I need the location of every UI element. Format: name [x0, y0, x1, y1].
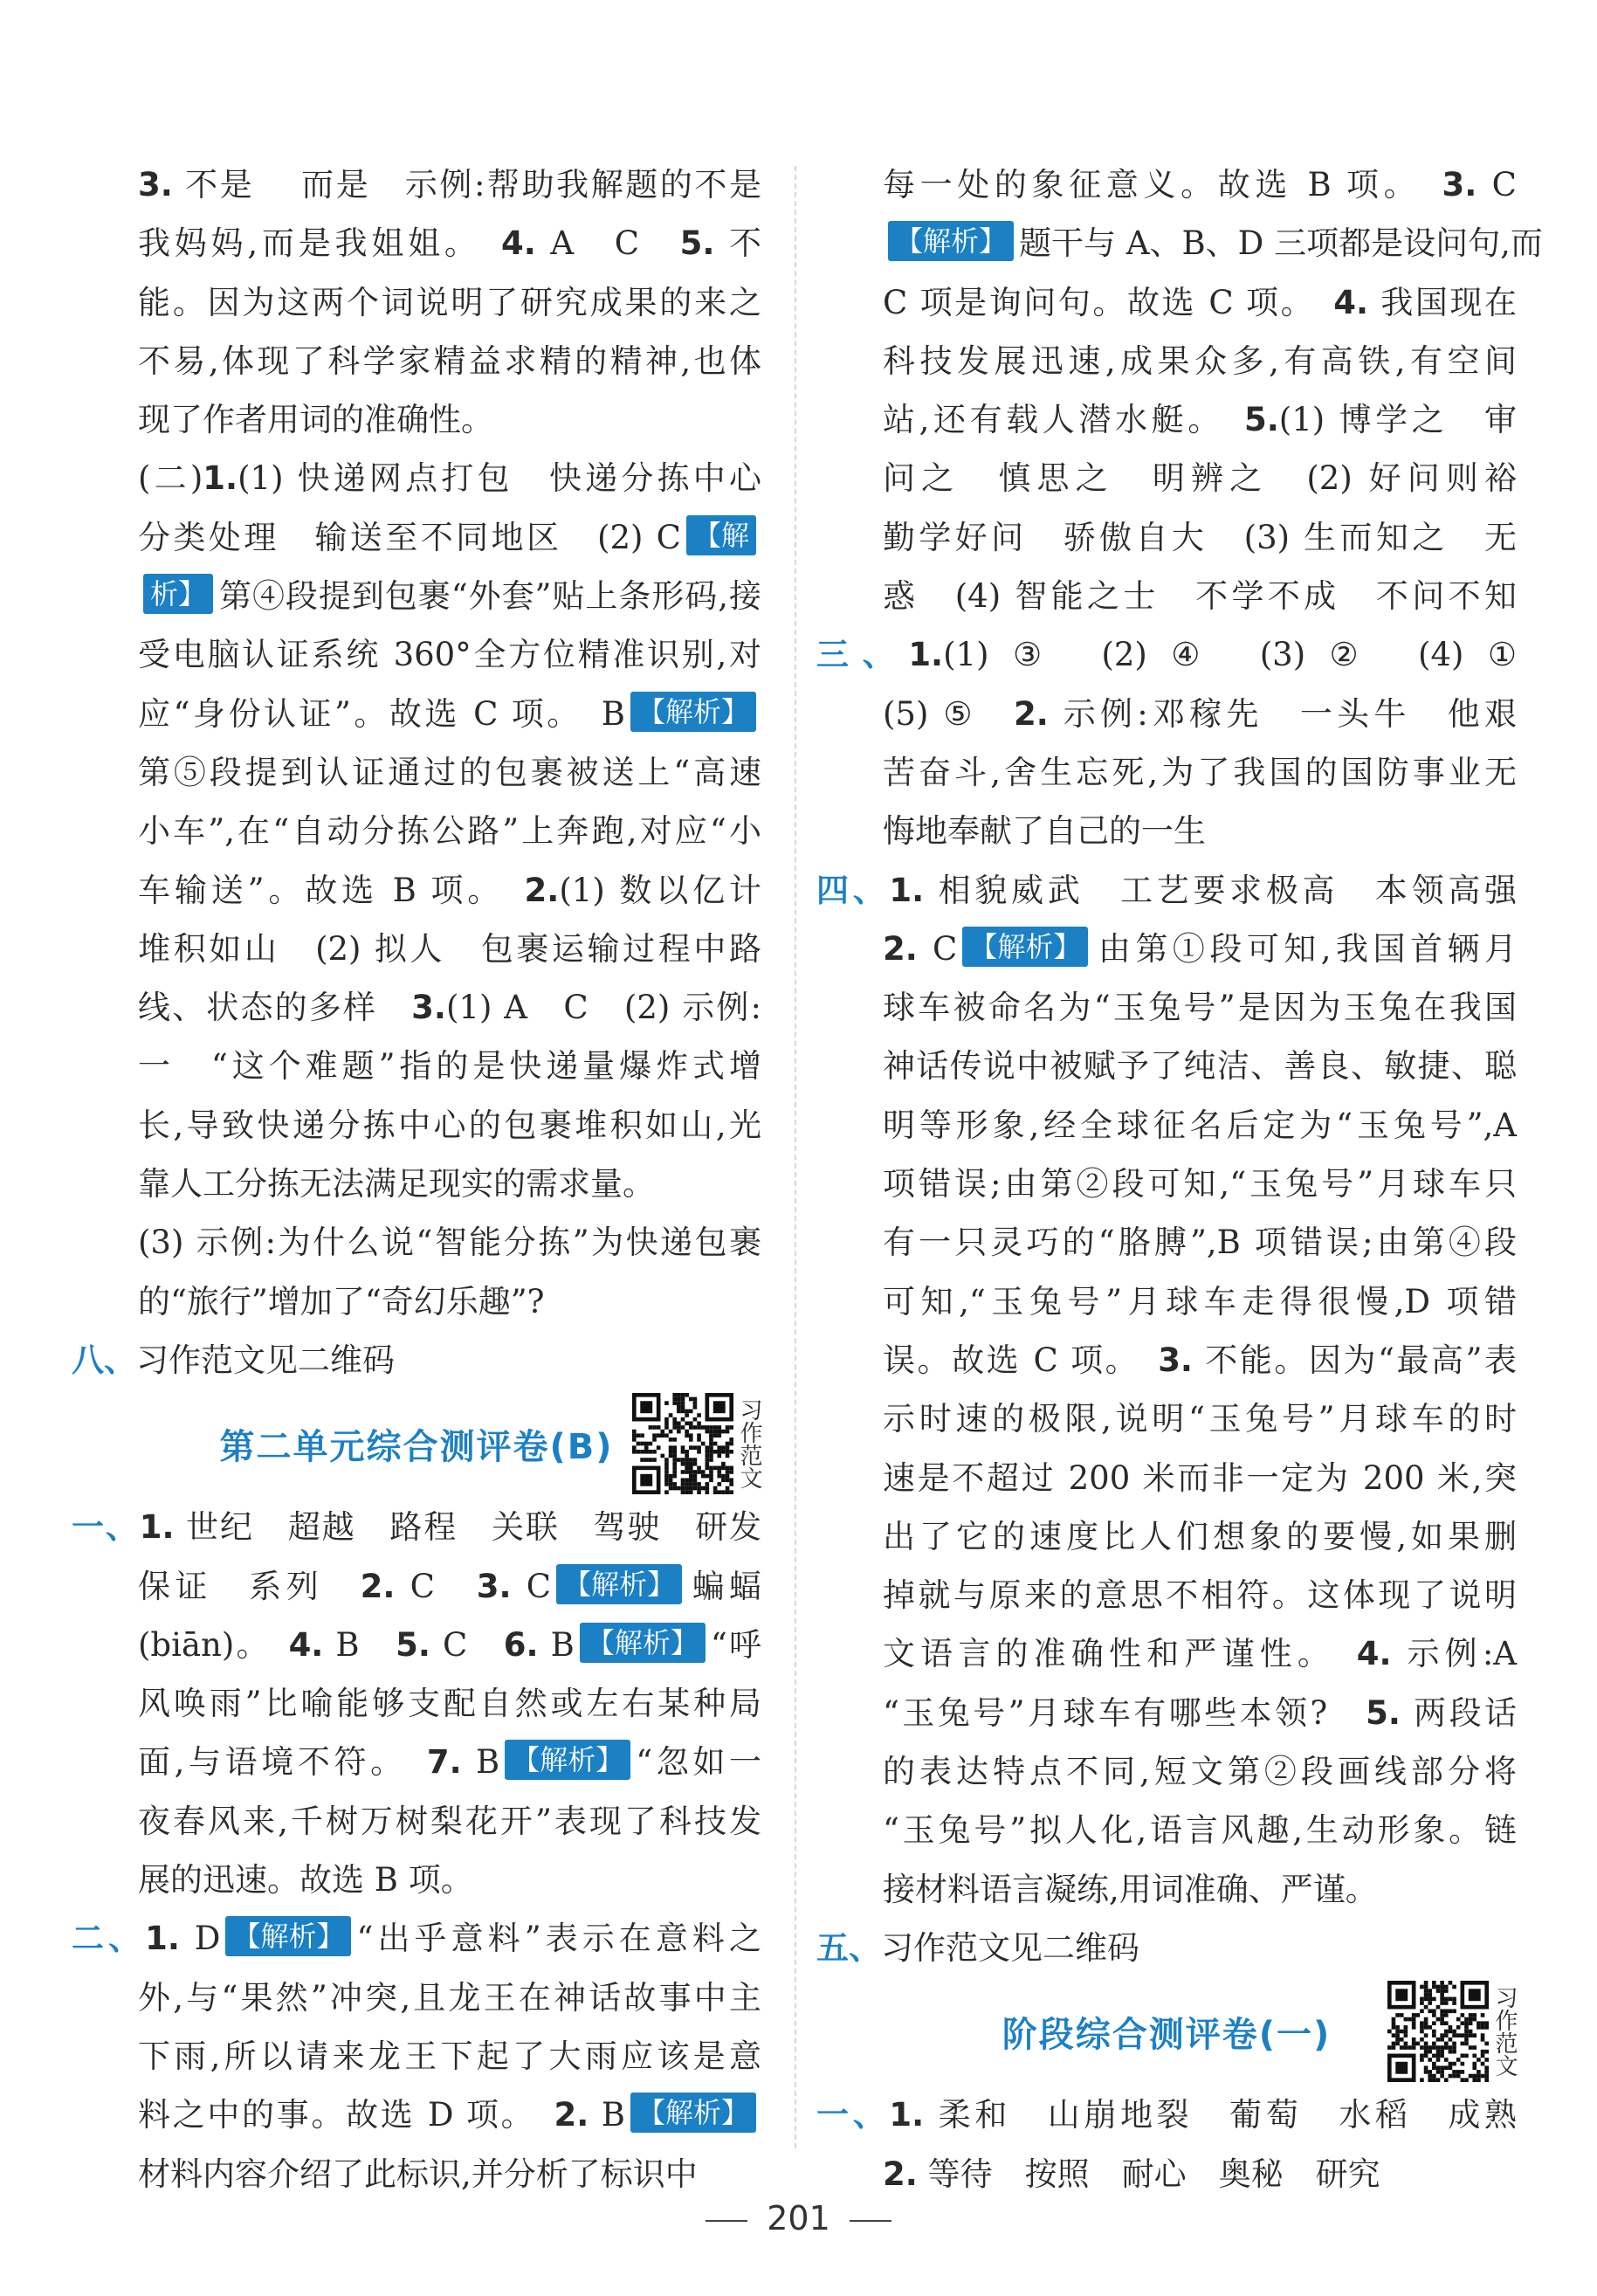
- answer-text: 保证 系列: [138, 1567, 361, 1605]
- answer-text: “呼: [710, 1625, 762, 1664]
- answer-text: 一 “这个难题”指的是快递量爆炸式增: [138, 1047, 761, 1086]
- answer-text: 受电脑认证系统 360°全方位精准识别,对: [138, 636, 761, 674]
- question-number: 6.: [503, 1625, 539, 1664]
- text-line: [72, 1733, 761, 1791]
- answer-text: C: [511, 1567, 552, 1605]
- question-number: 5.: [396, 1625, 430, 1664]
- answer-text: 不是 而是 示例:帮助我解题的不是: [172, 166, 761, 203]
- text-line: [72, 2086, 761, 2144]
- answer-text: B: [589, 2096, 625, 2134]
- analysis-tag: 【解: [686, 515, 756, 555]
- page-number-footer: [0, 2199, 1597, 2237]
- question-number: 1.: [908, 636, 944, 674]
- part-number: 二、: [72, 1919, 146, 1958]
- answer-text: C: [430, 1625, 504, 1664]
- text-line: [816, 1096, 1517, 1155]
- part-number: 三、: [816, 635, 909, 674]
- answer-text: 世纪 超越 路程 关联 驾驶 研发: [174, 1508, 762, 1547]
- text-line: [816, 920, 1517, 978]
- text-line: [816, 1801, 1517, 1859]
- question-number: 4.: [1356, 1635, 1392, 1673]
- question-number: 1.: [889, 871, 925, 909]
- qr-code-icon: [1387, 1981, 1489, 2082]
- answer-text: 相貌威武 工艺要求极高 本领高强: [924, 871, 1518, 909]
- text-line: [72, 1331, 761, 1389]
- text-line: [816, 214, 1543, 272]
- question-number: 3.: [138, 166, 173, 203]
- qr-code-icon: [632, 1393, 733, 1494]
- text-line: [816, 743, 1517, 802]
- answer-text: 不能。因为“最高”表: [1193, 1341, 1517, 1379]
- answer-text: “玉兔号”月球车有哪些本领?: [883, 1693, 1366, 1732]
- part-number: 四、: [816, 870, 890, 909]
- answer-text: 我妈妈,而是我姐姐。: [138, 224, 502, 263]
- text-line: [816, 508, 1517, 567]
- text-line: [72, 332, 761, 390]
- answer-text: 车输送”。故选 B 项。: [138, 871, 525, 909]
- text-line: [816, 1624, 1517, 1683]
- text-line: [816, 390, 1517, 449]
- text-line: [816, 1272, 1517, 1331]
- answer-text: 示例:邓稼先 一头牛 他艰: [1048, 694, 1518, 733]
- analysis-tag: 【解析】: [962, 927, 1088, 967]
- text-line: [72, 1155, 761, 1213]
- answer-text: 速是不超过 200 米而非一定为 200 米,突: [883, 1458, 1517, 1497]
- text-line: [72, 978, 761, 1037]
- analysis-tag: 【解析】: [505, 1740, 630, 1780]
- answer-text: 料之中的事。故选 D 项。: [138, 2096, 554, 2134]
- text-line: [72, 2145, 761, 2203]
- text-line: [816, 1566, 1517, 1624]
- question-number: 2.: [524, 871, 560, 909]
- question-number: 7.: [426, 1743, 462, 1782]
- right-column: [816, 155, 1543, 2203]
- answer-text: 勤学好问 骄傲自大 (3) 生而知之 无: [883, 518, 1517, 556]
- text-line: [72, 155, 761, 214]
- question-number: 3.: [476, 1567, 512, 1605]
- answer-text: 明等形象,经全球征名后定为“玉兔号”,A: [883, 1106, 1517, 1144]
- text-line: [816, 449, 1517, 507]
- answer-text: 等待 按照 耐心 奥秘 研究: [917, 2155, 1380, 2193]
- qr-code-block[interactable]: [1387, 1981, 1517, 2082]
- text-line: [816, 332, 1517, 390]
- text-line: [816, 978, 1517, 1037]
- text-line: [816, 1331, 1517, 1389]
- text-line: [816, 2086, 1517, 2144]
- answer-text: (1) 快递网点打包 快递分拣中心: [237, 459, 762, 498]
- text-line: [816, 861, 1517, 920]
- analysis-tag: 析】: [143, 574, 213, 614]
- text-line: [72, 273, 761, 332]
- text-line: [72, 1909, 761, 1968]
- text-line: [72, 1096, 761, 1155]
- answer-text: 我国现在: [1368, 283, 1518, 321]
- answer-text: 出了它的速度比人们想象的要慢,如果删: [883, 1517, 1517, 1555]
- text-line: [72, 1498, 761, 1556]
- text-line: [816, 567, 1517, 625]
- answer-text: 题干与 A、B、D 三项都是设问句,而: [1019, 224, 1543, 263]
- answer-text: 分类处理 输送至不同地区 (2) C: [138, 518, 681, 556]
- answer-text: 习作范文见二维码: [881, 1928, 1139, 1967]
- text-line: [72, 508, 761, 567]
- text-line: [816, 1037, 1517, 1095]
- answer-text: 能。因为这两个词说明了研究成果的来之: [138, 283, 761, 321]
- text-line: [72, 567, 761, 625]
- answer-text: 有一只灵巧的“胳膊”,B 项错误;由第④段: [883, 1224, 1517, 1262]
- answer-text: 项错误;由第②段可知,“玉兔号”月球车只: [883, 1165, 1517, 1203]
- question-number: 2.: [360, 1567, 396, 1605]
- answer-text: 问之 慎思之 明辨之 (2) 好问则裕: [883, 459, 1517, 498]
- qr-code-block[interactable]: [632, 1393, 761, 1494]
- part-number: 一、: [72, 1507, 140, 1547]
- text-line: [816, 1155, 1517, 1213]
- text-line: [72, 1272, 761, 1331]
- text-line: [72, 1792, 761, 1851]
- answer-text: 不易,体现了科学家精益求精的精神,也体: [138, 341, 761, 380]
- answer-text: 外,与“果然”冲突,且龙王在神话故事中主: [138, 1978, 761, 2017]
- answer-text: 堆积如山 (2) 拟人 包裹运输过程中路: [138, 929, 761, 968]
- answer-text: 惑 (4) 智能之士 不学不成 不问不知: [883, 577, 1517, 616]
- text-line: [816, 1389, 1517, 1448]
- text-line: [72, 449, 761, 507]
- answer-text: (二): [138, 459, 203, 498]
- question-number: 5.: [679, 224, 715, 263]
- answer-text: 下雨,所以请来龙王下起了大雨应该是意: [138, 2037, 761, 2075]
- section-heading: [816, 1977, 1517, 2086]
- section-title: 阶段综合测评卷(一): [1002, 2014, 1332, 2055]
- question-number: 2.: [1014, 694, 1049, 733]
- question-number: 5.: [1366, 1693, 1401, 1732]
- text-line: [72, 1968, 761, 2027]
- qr-caption: 习作范文: [736, 1398, 762, 1490]
- analysis-tag: 【解析】: [888, 221, 1014, 261]
- section-heading: [72, 1389, 761, 1498]
- answer-text: 长,导致快递分拣中心的包裹堆积如山,光: [138, 1106, 761, 1144]
- analysis-tag: 【解析】: [580, 1623, 706, 1663]
- question-number: 1.: [889, 2096, 925, 2134]
- text-line: [72, 920, 761, 978]
- answer-text: (1) 博学之 审: [1278, 401, 1517, 439]
- question-number: 5.: [1243, 401, 1279, 439]
- answer-text: 小车”,在“自动分拣公路”上奔跑,对应“小: [138, 812, 761, 851]
- analysis-tag: 【解析】: [630, 692, 756, 732]
- answer-text: 线、状态的多样: [138, 989, 412, 1027]
- text-line: [72, 2027, 761, 2086]
- text-line: [816, 625, 1517, 684]
- text-line: [72, 1616, 761, 1674]
- answer-text: 不: [714, 224, 761, 263]
- left-column: [72, 155, 761, 2203]
- answer-text: 习作范文见二维码: [136, 1341, 395, 1379]
- text-line: [72, 390, 761, 449]
- answer-text: C: [395, 1567, 477, 1605]
- answer-text: 两段话: [1400, 1693, 1518, 1732]
- question-number: 4.: [1333, 283, 1369, 321]
- question-number: 2.: [883, 929, 918, 968]
- question-number: 1.: [203, 459, 238, 498]
- answer-text: C: [1477, 166, 1517, 203]
- answer-text: 示例:A: [1391, 1635, 1518, 1673]
- analysis-tag: 【解析】: [556, 1564, 682, 1604]
- answer-text: 文语言的准确性和严谨性。: [883, 1635, 1357, 1673]
- answer-text: 科技发展迅速,成果众多,有高铁,有空间: [883, 341, 1517, 380]
- text-line: [72, 1037, 761, 1095]
- text-line: [816, 2145, 1517, 2203]
- answer-text: C 项是询问句。故选 C 项。: [883, 283, 1334, 321]
- text-line: [816, 1507, 1517, 1566]
- text-line: [72, 625, 761, 684]
- answer-text: (1) 数以亿计: [559, 871, 761, 909]
- answer-text: 应“身份认证”。故选 C 项。 B: [138, 694, 625, 733]
- analysis-tag: 【解析】: [225, 1916, 351, 1956]
- question-number: 3.: [1158, 1341, 1193, 1379]
- question-number: 3.: [1442, 166, 1477, 203]
- answer-text: A C: [535, 224, 680, 263]
- text-line: [816, 1860, 1517, 1919]
- answer-text: 接材料语言凝练,用词准确、严谨。: [883, 1870, 1378, 1908]
- answer-text: 掉就与原来的意思不相符。这体现了说明: [883, 1576, 1517, 1615]
- answer-text: 第⑤段提到认证通过的包裹被送上“高速: [138, 753, 761, 791]
- answer-text: B: [323, 1625, 396, 1664]
- answer-text: 误。故选 C 项。: [883, 1341, 1159, 1379]
- footer-dash-left: [706, 2220, 747, 2222]
- text-line: [816, 155, 1517, 214]
- answer-text: (3) 示例:为什么说“智能分拣”为快递包裹: [138, 1224, 761, 1262]
- part-number: 一、: [816, 2095, 890, 2134]
- text-line: [72, 1557, 761, 1616]
- question-number: 2.: [883, 2155, 918, 2193]
- text-line: [816, 802, 1517, 860]
- answer-text: 每一处的象征意义。故选 B 项。: [883, 166, 1442, 203]
- text-line: [72, 1851, 761, 1909]
- qr-caption: 习作范文: [1491, 1986, 1518, 2078]
- text-line: [816, 1684, 1517, 1742]
- answer-text: 神话传说中被赋予了纯洁、善良、敏捷、聪: [883, 1047, 1517, 1086]
- page-number: 201: [767, 2199, 830, 2237]
- text-line: [72, 685, 761, 743]
- answer-text: 悔地奉献了自己的一生: [883, 812, 1206, 851]
- answer-text: B: [461, 1743, 500, 1782]
- answer-text: 站,还有载人潜水艇。: [883, 401, 1244, 439]
- question-number: 3.: [411, 989, 446, 1027]
- question-number: 1.: [145, 1920, 180, 1958]
- text-line: [816, 1449, 1517, 1507]
- answer-text: 面,与语境不符。: [138, 1743, 427, 1782]
- text-line: [816, 1742, 1517, 1801]
- answer-text: 材料内容介绍了此标识,并分析了标识中: [138, 2155, 698, 2193]
- answer-text: B: [538, 1625, 575, 1664]
- answer-text: 夜春风来,千树万树梨花开”表现了科技发: [138, 1802, 761, 1840]
- answer-text: 球车被命名为“玉兔号”是因为玉兔在我国: [883, 989, 1517, 1027]
- section-title: 第二单元综合测评卷(B): [219, 1426, 614, 1467]
- answer-text: “玉兔号”拟人化,语言风趣,生动形象。链: [883, 1811, 1517, 1850]
- footer-dash-right: [850, 2220, 891, 2222]
- answer-text: D: [179, 1920, 221, 1958]
- question-number: 1.: [139, 1508, 175, 1547]
- answer-text: 的“旅行”增加了“奇幻乐趣”?: [138, 1282, 545, 1320]
- answer-text: 第④段提到包裹“外套”贴上条形码,接: [218, 577, 761, 616]
- answer-text: 蝙蝠: [687, 1567, 762, 1605]
- column-divider: [795, 166, 796, 2148]
- text-line: [72, 1674, 761, 1733]
- answer-text: 由第①段可知,我国首辆月: [1093, 929, 1517, 968]
- answer-text: 展的迅速。故选 B 项。: [138, 1861, 473, 1900]
- text-line: [72, 861, 761, 920]
- answer-text: 靠人工分拣无法满足现实的需求量。: [138, 1165, 655, 1203]
- question-number: 2.: [554, 2096, 589, 2134]
- analysis-tag: 【解析】: [630, 2093, 756, 2133]
- answer-text: “忽如一: [636, 1743, 762, 1782]
- text-line: [816, 273, 1517, 332]
- answer-text: (1) ③ (2) ④ (3) ② (4) ①: [943, 636, 1518, 674]
- answer-text: (biān)。: [138, 1625, 289, 1664]
- text-line: [816, 1213, 1517, 1272]
- answer-text: “出乎意料”表示在意料之: [356, 1920, 761, 1958]
- text-line: [72, 214, 761, 272]
- answer-text: C: [917, 929, 958, 968]
- text-line: [72, 743, 761, 802]
- part-number: 八、: [72, 1340, 136, 1379]
- text-line: [72, 1213, 761, 1272]
- answer-text: 柔和 山崩地裂 葡萄 水稻 成熟: [924, 2096, 1518, 2134]
- answer-text: 苦奋斗,舍生忘死,为了我国的国防事业无: [883, 753, 1517, 791]
- answer-text: 可知,“玉兔号”月球车走得很慢,D 项错: [883, 1282, 1517, 1320]
- question-number: 4.: [288, 1625, 324, 1664]
- answer-text: (1) A C (2) 示例:: [445, 989, 761, 1027]
- text-line: [816, 685, 1517, 743]
- answer-text: 的表达特点不同,短文第②段画线部分将: [883, 1753, 1517, 1791]
- question-number: 4.: [501, 224, 536, 263]
- answer-text: 风唤雨”比喻能够支配自然或左右某种局: [138, 1685, 761, 1723]
- text-line: [816, 1919, 1517, 1977]
- part-number: 五、: [816, 1927, 881, 1967]
- answer-text: 现了作者用词的准确性。: [138, 401, 493, 439]
- answer-text: 示时速的极限,说明“玉兔号”月球车的时: [883, 1400, 1517, 1438]
- text-line: [72, 802, 761, 860]
- answer-text: (5) ⑤: [883, 694, 1015, 733]
